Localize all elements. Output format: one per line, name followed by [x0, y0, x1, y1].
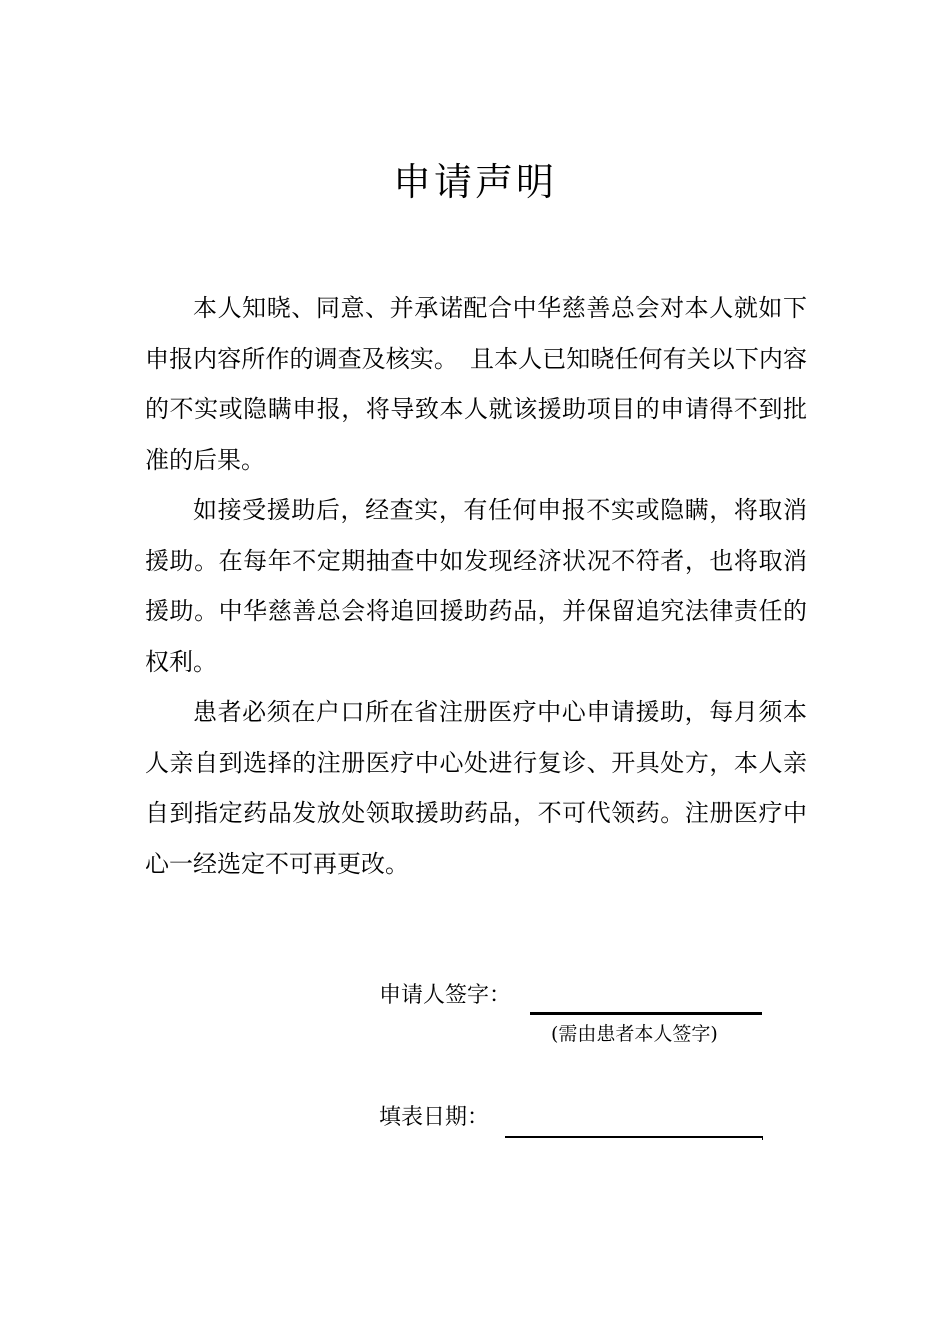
- declaration-paragraph-2: 如接受援助后，经查实，有任何申报不实或隐瞒，将取消援助。在每年不定期抽查中如发现经济状况不符者，也将取消援助。中华慈善总会将追回援助药品，并保留追究法律责任的权利。: [145, 496, 807, 676]
- date-line[interactable]: [505, 1136, 763, 1138]
- signature-note: (需由患者本人签字): [551, 1023, 718, 1045]
- declaration-body: [145, 283, 807, 889]
- declaration-paragraph-1: 本人知晓、同意、并承诺配合中华慈善总会对本人就如下申报内容所作的调查及核实。 且本人已知晓任何有关以下内容的不实或隐瞒申报，将导致本人就该援助项目的申请得不到批准的后果。: [145, 294, 807, 474]
- signature-line[interactable]: [530, 1012, 762, 1015]
- declaration-paragraph-3: 患者必须在户口所在省注册医疗中心申请援助，每月须本人亲自到选择的注册医疗中心处进行复诊、开具处方，本人亲自到指定药品发放处领取援助药品，不可代领药。注册医疗中心一经选定不可再更改。: [145, 698, 807, 878]
- signature-label: 申请人签字：: [379, 983, 512, 1008]
- date-label: 填表日期：: [379, 1105, 490, 1130]
- document-title: 申请声明: [392, 160, 557, 204]
